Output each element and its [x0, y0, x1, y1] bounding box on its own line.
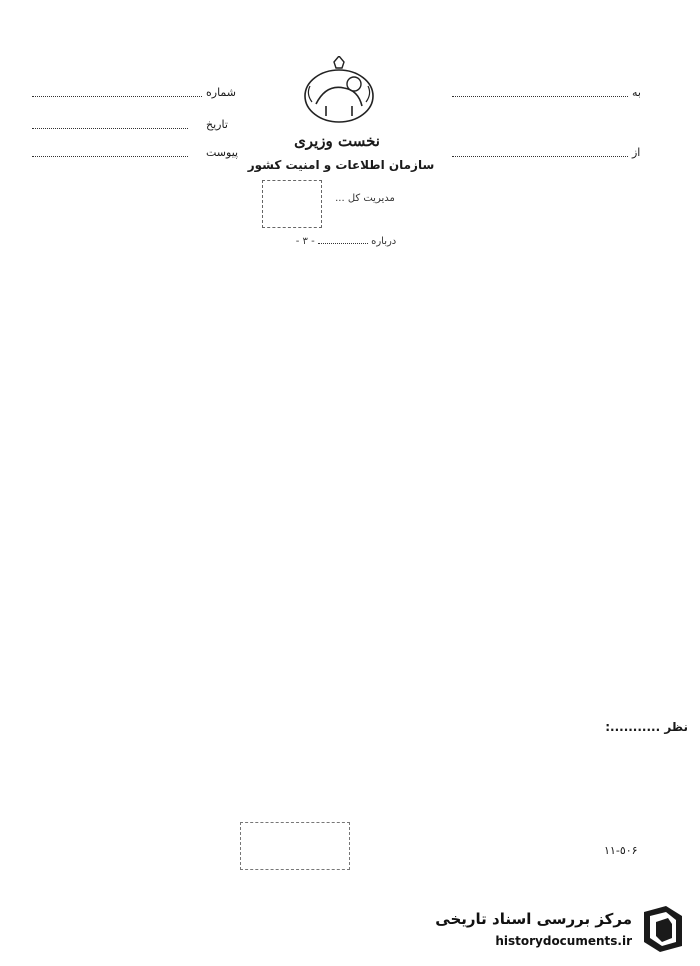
attachment-label: پیوست — [206, 146, 239, 159]
opinion-label: نظر ...........: — [605, 720, 688, 734]
to-label: به — [632, 86, 641, 99]
sub-organization: مدیریت کل ... — [335, 193, 395, 204]
number-label: شماره — [206, 86, 237, 99]
signature-area — [240, 822, 350, 870]
document-number: ٥٠-١١۶ — [604, 844, 638, 857]
organization-title: سازمان اطلاعات و امنیت کشور — [247, 158, 435, 172]
date-label: تاریخ — [206, 118, 228, 131]
from-label: از — [632, 146, 641, 159]
subject-label: درباره — [371, 236, 397, 247]
watermark-url[interactable]: historydocuments.ir — [495, 934, 632, 948]
body-text — [14, 0, 686, 966]
watermark-title: مرکز بررسی اسناد تاریخی — [435, 910, 632, 928]
history-documents-logo-icon — [636, 902, 690, 956]
ministry-title: نخست وزیری — [294, 132, 380, 150]
page-number: - ٣ - — [295, 236, 315, 247]
